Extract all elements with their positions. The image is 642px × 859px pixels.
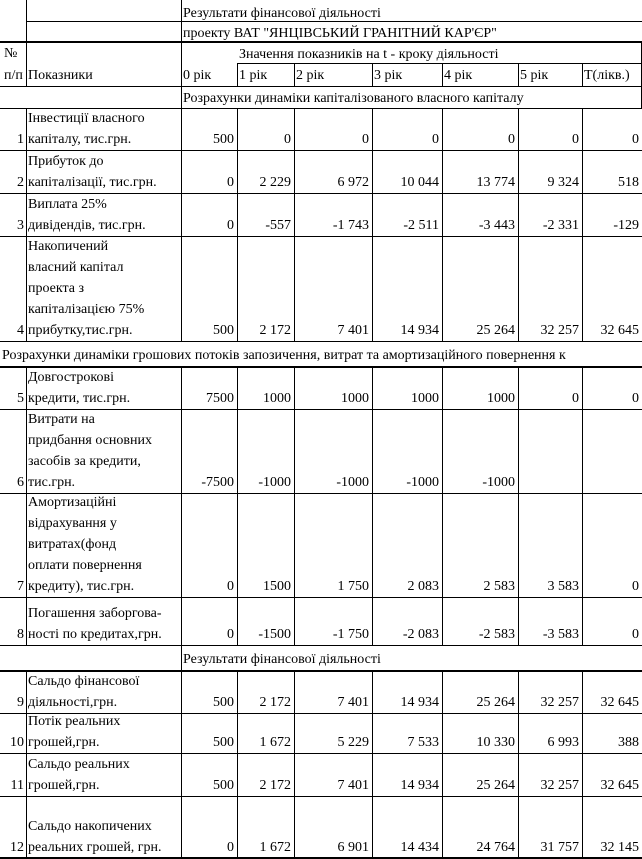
row-label-line: Сальдо накопичених [28,819,152,834]
grid-vline [294,670,295,858]
row-value: -1000 [336,475,369,490]
row-value: 0 [362,132,369,147]
row-value: 10 044 [400,175,439,190]
row-label-line: Виплата 25% [28,197,107,212]
row-value: -129 [613,218,639,233]
row-value: -2 331 [542,218,579,233]
grid-vline [294,366,295,645]
row-label-line: Накопичений [28,239,109,254]
row-value: 7 533 [407,735,439,750]
row-value: -2 083 [402,627,439,642]
row-number: 4 [17,323,24,338]
grid-vline [372,670,373,858]
grid-vline [237,108,238,341]
row-label-line: оплати повернення [28,558,142,573]
row-number: 6 [17,475,24,490]
row-value: 500 [213,778,234,793]
grid-vline [237,366,238,645]
grid-vline [372,63,373,86]
row-number: 9 [17,695,24,710]
title-line-2: проекту ВАТ "ЯНЦІВСЬКИЙ ГРАНІТНИЙ КАР'ЄР" [183,26,497,41]
grid-hline [0,236,642,237]
row-value: 13 774 [476,175,515,190]
row-label-line: Потік реальних [28,714,121,729]
grid-vline [582,63,583,86]
row-value: 6 993 [547,735,579,750]
grid-vline [181,670,182,858]
row-value: 1000 [263,391,291,406]
grid-hline [0,713,642,714]
header-year-4: 4 рік [444,68,473,83]
section-title-2: Розрахунки динаміки грошових потоків запозичення, витрат та амортизаційного повернення к [2,348,566,363]
row-label-line: прибутку,тис.грн. [28,323,133,338]
grid-hline [0,753,642,754]
row-value: 32 145 [600,840,639,855]
grid-vline [372,366,373,645]
header-year-0: 0 рік [183,68,212,83]
row-label-line: кредиту), тис.грн. [28,579,135,594]
grid-vline [294,108,295,341]
row-value: 2 172 [259,778,291,793]
row-value: 7500 [206,391,234,406]
row-label-line: кредити, тис.грн. [28,391,131,406]
grid-hline [0,366,642,368]
row-value: 0 [227,218,234,233]
row-value: -1500 [258,627,291,642]
row-number: 2 [17,175,24,190]
grid-vline [582,670,583,858]
grid-hline [0,86,642,87]
grid-vline [582,108,583,341]
row-label-line: Сальдо реальних [28,757,130,772]
grid-vline [442,670,443,858]
row-value: -3 583 [542,627,579,642]
row-value: 32 645 [600,695,639,710]
row-value: 500 [213,695,234,710]
grid-hline [0,41,642,43]
grid-vline [442,63,443,86]
row-label-line: капіталізацією 75% [28,302,145,317]
row-value: -7500 [201,475,234,490]
header-no-top: № [4,46,18,61]
row-number: 5 [17,391,24,406]
row-number: 7 [17,579,24,594]
grid-vline [181,108,182,341]
row-number: 12 [10,840,24,855]
row-label-line: Погашення заборгова- [28,606,162,621]
row-label-line: дивідендів, тис.грн. [28,218,146,233]
row-value: 25 264 [476,695,515,710]
row-value: -1 743 [332,218,369,233]
grid-hline [0,597,642,598]
row-value: 388 [618,735,639,750]
section-title-1: Розрахунки динаміки капіталізованого власного капіталу [183,91,524,106]
row-value: 0 [227,840,234,855]
row-label-line: Довгострокові [28,370,114,385]
row-number: 1 [17,132,24,147]
row-label-line: ності по кредитах,грн. [28,627,162,642]
row-value: -1000 [482,475,515,490]
header-indicators: Показники [28,68,93,83]
grid-vline [518,63,519,86]
grid-vline [26,366,27,645]
row-value: 0 [508,132,515,147]
row-value: -3 443 [478,218,515,233]
row-number: 3 [17,218,24,233]
row-value: 1 672 [259,840,291,855]
row-label-line: Амортизаційні [28,495,117,510]
row-value: 2 083 [407,579,439,594]
row-value: 7 401 [337,323,369,338]
row-value: 0 [432,132,439,147]
grid-hline [0,108,642,109]
row-label-line: капіталу, тис.грн. [28,132,132,147]
grid-vline [181,366,182,645]
title-line-1: Результати фінансової діяльності [183,6,381,21]
grid-hline [0,796,642,797]
grid-hline [0,193,642,194]
row-label-line: капіталізації, тис.грн. [28,175,157,190]
row-value: 1 672 [259,735,291,750]
row-value: -2 583 [478,627,515,642]
row-label-line: Витрати на [28,412,95,427]
row-label-line: грошей,грн. [28,778,100,793]
grid-vline [372,108,373,341]
grid-vline [294,63,295,86]
header-year-1: 1 рік [239,68,268,83]
header-year-3: 3 рік [374,68,403,83]
row-value: 6 901 [337,840,369,855]
row-label-line: відрахування у [28,516,117,531]
row-value: 1000 [341,391,369,406]
row-value: 32 257 [540,323,579,338]
row-value: 14 934 [400,778,439,793]
row-value: 0 [572,391,579,406]
grid-vline [181,0,182,108]
grid-hline [0,341,642,342]
grid-vline [442,366,443,645]
grid-hline [0,493,642,494]
row-value: 1000 [487,391,515,406]
row-value: 500 [213,323,234,338]
row-value: 500 [213,735,234,750]
row-label-line: проекта з [28,281,85,296]
grid-hline [26,21,642,22]
row-value: 24 764 [476,840,515,855]
grid-hline [0,409,642,410]
row-value: 3 583 [547,579,579,594]
row-label-line: витратах(фонд [28,537,117,552]
grid-hline [0,150,642,151]
row-value: 14 934 [400,695,439,710]
row-value: 32 257 [540,778,579,793]
row-value: 518 [618,175,639,190]
row-value: 2 229 [259,175,291,190]
row-value: 2 172 [259,323,291,338]
grid-vline [442,108,443,341]
row-value: 0 [632,391,639,406]
header-year-5: 5 рік [520,68,549,83]
row-value: 14 934 [400,323,439,338]
row-value: -1000 [258,475,291,490]
grid-vline [582,366,583,645]
row-value: 6 972 [337,175,369,190]
row-number: 11 [10,778,24,793]
row-value: 7 401 [337,778,369,793]
row-value: 25 264 [476,778,515,793]
row-value: 5 229 [337,735,369,750]
row-value: 0 [632,579,639,594]
row-value: 0 [632,627,639,642]
section-title-3: Результати фінансової діяльності [183,652,381,667]
row-value: 0 [632,132,639,147]
row-label-line: Інвестиції власного [28,111,145,126]
grid-hline [0,670,642,672]
row-value: 25 264 [476,323,515,338]
row-value: 32 645 [600,778,639,793]
row-value: 31 757 [540,840,579,855]
row-value: 0 [227,579,234,594]
grid-vline [26,108,27,341]
row-label-line: Сальдо фінансової [28,674,140,689]
row-label-line: тис.грн. [28,475,76,490]
row-value: -1000 [406,475,439,490]
row-number: 10 [10,735,24,750]
row-value: -1 750 [332,627,369,642]
row-value: -557 [265,218,291,233]
row-value: 2 172 [259,695,291,710]
grid-hline [0,645,642,646]
row-label-line: діяльності,грн. [28,695,118,710]
row-value: 7 401 [337,695,369,710]
row-value: 0 [284,132,291,147]
grid-vline [518,366,519,645]
row-label-line: реальних грошей, грн. [28,840,162,855]
row-value: 1 750 [337,579,369,594]
grid-vline [237,63,238,86]
row-value: 0 [227,175,234,190]
row-label-line: грошей,грн. [28,735,100,750]
row-value: 2 583 [483,579,515,594]
header-values-caption: Значення показників на t - кроку діяльності [239,47,499,62]
grid-vline [237,670,238,858]
header-no-bottom: п/п [4,68,23,83]
row-value: 32 645 [600,323,639,338]
header-year-6: Т(лікв.) [584,68,630,83]
row-value: 10 330 [476,735,515,750]
row-label-line: придбання основних [28,433,153,448]
row-value: 0 [227,627,234,642]
row-number: 8 [17,627,24,642]
row-value: 0 [572,132,579,147]
row-value: 32 257 [540,695,579,710]
grid-vline [518,108,519,341]
row-label-line: Прибуток до [28,154,104,169]
header-year-2: 2 рік [296,68,325,83]
grid-vline [518,670,519,858]
grid-vline [26,0,27,86]
row-label-line: власний капітал [28,260,124,275]
row-value: 1500 [263,579,291,594]
row-value: 14 434 [400,840,439,855]
grid-vline [181,645,182,670]
grid-vline [26,670,27,858]
row-value: 9 324 [547,175,579,190]
row-value: -2 511 [403,218,439,233]
row-label-line: засобів за кредити, [28,454,141,469]
row-value: 500 [213,132,234,147]
row-value: 1000 [411,391,439,406]
